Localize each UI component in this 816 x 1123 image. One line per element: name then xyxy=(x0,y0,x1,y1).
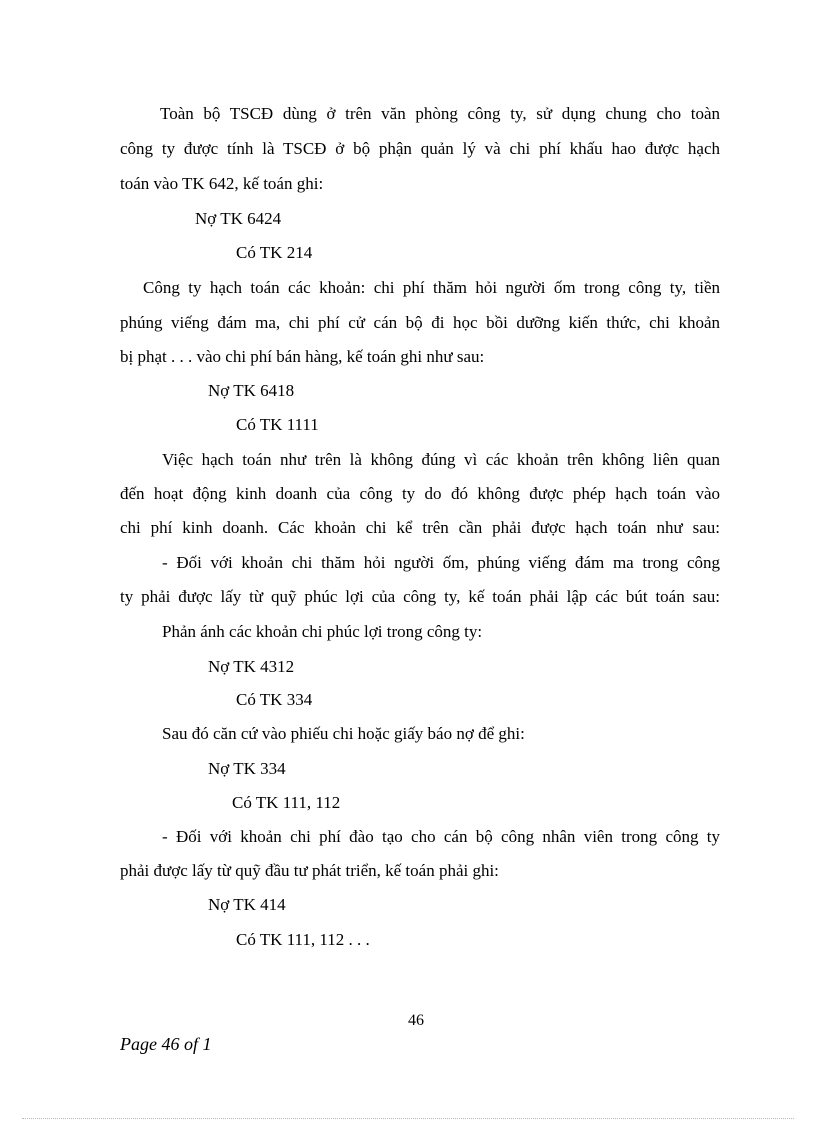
page-bottom-dotted-rule xyxy=(22,1118,794,1119)
entry-debit-4312: Nợ TK 4312 xyxy=(208,657,295,676)
entry-credit-214: Có TK 214 xyxy=(236,243,313,262)
bullet-1-line-2: ty phải được lấy từ quỹ phúc lợi của công ty, kế toán phải lập các bút toán sau: xyxy=(120,587,720,606)
entry-debit-414: Nợ TK 414 xyxy=(208,895,286,914)
paragraph-3-line-3: chi phí kinh doanh. Các khoản chi kể trên cần phải được hạch toán như sau: xyxy=(120,518,720,537)
paragraph-1-line-2: công ty được tính là TSCĐ ở bộ phận quản lý và chi phí khấu hao được hạch xyxy=(120,139,720,158)
entry-credit-1111: Có TK 1111 xyxy=(236,415,319,434)
entry-credit-111-112: Có TK 111, 112 xyxy=(232,793,341,812)
paragraph-1-line-1: Toàn bộ TSCĐ dùng ở trên văn phòng công ty, sử dụng chung cho toàn xyxy=(160,104,720,123)
paragraph-2-line-3: bị phạt . . . vào chi phí bán hàng, kế toán ghi như sau: xyxy=(120,347,485,366)
paragraph-2-line-2: phúng viếng đám ma, chi phí cử cán bộ đi học bồi dưỡng kiến thức, chi khoản xyxy=(120,313,720,332)
bullet-1-line-1: - Đối với khoản chi thăm hỏi người ốm, phúng viếng đám ma trong công xyxy=(162,553,720,572)
paragraph-1-line-3: toán vào TK 642, kế toán ghi: xyxy=(120,174,324,193)
paragraph-3-line-1: Việc hạch toán như trên là không đúng vì các khoản trên không liên quan xyxy=(162,450,720,469)
bullet-2-line-1: - Đối với khoản chi phí đào tạo cho cán bộ công nhân viên trong công ty xyxy=(162,827,720,846)
paragraph-3-line-2: đến hoạt động kinh doanh của công ty do đó không được phép hạch toán vào xyxy=(120,484,720,503)
paragraph-4: Phản ánh các khoản chi phúc lợi trong công ty: xyxy=(162,622,483,641)
entry-debit-6418: Nợ TK 6418 xyxy=(208,381,295,400)
page-footer: Page 46 of 1 xyxy=(120,1034,212,1054)
bullet-2-line-2: phải được lấy từ quỹ đầu tư phát triển, kế toán phải ghi: xyxy=(120,861,499,880)
paragraph-2-line-1: Công ty hạch toán các khoản: chi phí thăm hỏi người ốm trong công ty, tiền xyxy=(143,278,720,297)
page-number: 46 xyxy=(408,1012,424,1029)
entry-debit-6424: Nợ TK 6424 xyxy=(195,209,282,228)
entry-credit-334: Có TK 334 xyxy=(236,690,313,709)
paragraph-5: Sau đó căn cứ vào phiếu chi hoặc giấy báo nợ để ghi: xyxy=(162,724,525,743)
entry-debit-334: Nợ TK 334 xyxy=(208,759,286,778)
entry-credit-111-112-cont: Có TK 111, 112 . . . xyxy=(236,930,370,949)
